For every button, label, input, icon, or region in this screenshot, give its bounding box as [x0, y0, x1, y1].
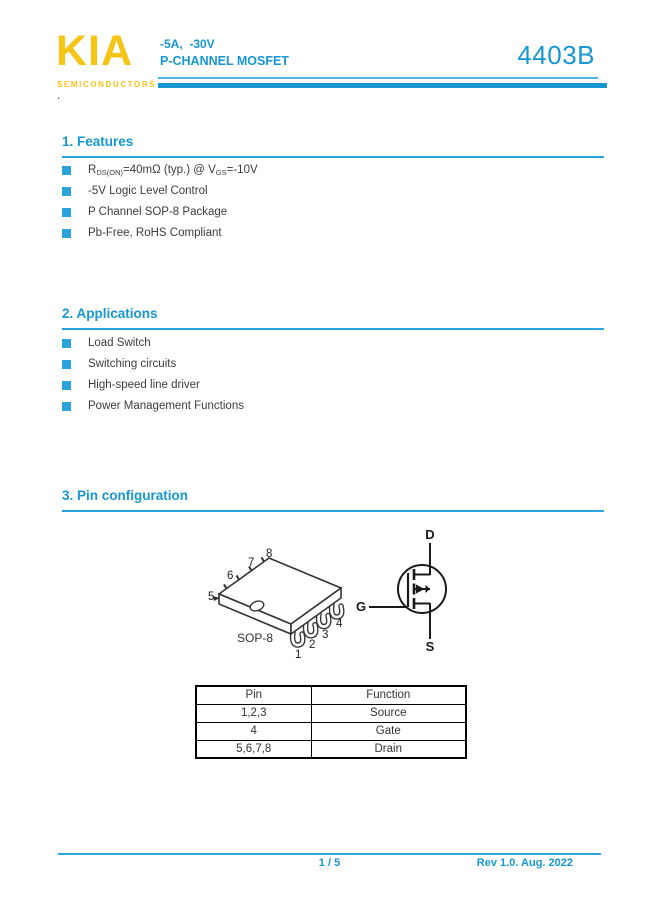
- pin-column-header: Pin: [196, 686, 311, 704]
- pin-number-8: 8: [266, 548, 273, 560]
- feature-text: P Channel SOP-8 Package: [88, 206, 228, 218]
- applications-heading: 2. Applications: [62, 306, 158, 321]
- features-rule: [62, 156, 604, 158]
- application-item: [62, 336, 602, 357]
- pin-cell: 1,2,3: [196, 704, 311, 722]
- table-row: [196, 740, 466, 758]
- device-description: [160, 37, 289, 70]
- footer-rule: [58, 853, 601, 855]
- source-label: S: [425, 639, 435, 654]
- header-rule-thick: [158, 83, 607, 88]
- revision-label: Rev 1.0. Aug. 2022: [476, 857, 573, 869]
- table-row: [196, 722, 466, 740]
- pin-number-3: 3: [322, 629, 329, 641]
- function-column-header: Function: [311, 686, 466, 704]
- feature-text: Pb-Free, RoHS Compliant: [88, 227, 222, 239]
- function-cell: Gate: [311, 722, 466, 740]
- feature-rdson-text: $R_{DS(ON)}=40m\Omega$ (typ.) @ $V_{GS}=-10V$: [88, 164, 258, 177]
- package-body: [219, 558, 341, 634]
- gate-label: G: [355, 599, 367, 614]
- application-item: [62, 378, 602, 399]
- header-rule-thin: [158, 77, 598, 79]
- pin-function-table: [195, 685, 467, 759]
- feature-text: -5V Logic Level Control: [88, 185, 208, 197]
- pin-cell: 5,6,7,8: [196, 740, 311, 758]
- feature-item: [62, 163, 602, 184]
- feature-item: [62, 205, 602, 226]
- applications-list: [62, 336, 602, 420]
- pin-number-1: 1: [295, 649, 302, 660]
- feature-item: [62, 226, 602, 247]
- part-number: 4403B: [517, 40, 595, 70]
- mosfet-symbol: [355, 527, 465, 655]
- function-cell: Source: [311, 704, 466, 722]
- bullet-square-icon: [62, 166, 71, 175]
- features-list: [62, 163, 602, 247]
- bullet-square-icon: [62, 208, 71, 217]
- body-diode-mark-icon: [426, 585, 431, 593]
- device-ratings: -5A, -30V: [160, 37, 215, 51]
- bullet-square-icon: [62, 339, 71, 348]
- body-arrow-icon: [416, 585, 425, 594]
- pin-cell: 4: [196, 722, 311, 740]
- pin-number-4: 4: [336, 618, 343, 630]
- application-item: [62, 357, 602, 378]
- features-heading: 1. Features: [62, 134, 134, 149]
- table-header-row: [196, 686, 466, 704]
- page-number: 1 / 5: [318, 857, 341, 869]
- pin-number-6: 6: [227, 570, 234, 582]
- stray-dot: .: [57, 88, 61, 102]
- brand-logo: KIA: [56, 27, 134, 75]
- pin-config-heading: 3. Pin configuration: [62, 488, 189, 503]
- pin-number-5: 5: [208, 591, 215, 603]
- pin-number-2: 2: [309, 639, 316, 651]
- pin-number-7: 7: [248, 557, 255, 569]
- application-item: [62, 399, 602, 420]
- bullet-square-icon: [62, 360, 71, 369]
- bullet-square-icon: [62, 229, 71, 238]
- device-type: P-CHANNEL MOSFET: [160, 54, 289, 68]
- brand-logo-subtext: SEMICONDUCTORS: [57, 80, 157, 89]
- bullet-square-icon: [62, 187, 71, 196]
- application-text: Switching circuits: [88, 358, 177, 370]
- package-name-label: SOP-8: [236, 631, 273, 645]
- feature-item: [62, 184, 602, 205]
- application-text: High-speed line driver: [88, 379, 200, 391]
- table-row: [196, 704, 466, 722]
- applications-rule: [62, 328, 604, 330]
- bullet-square-icon: [62, 402, 71, 411]
- function-cell: Drain: [311, 740, 466, 758]
- drain-label: D: [425, 527, 435, 542]
- application-text: Power Management Functions: [88, 400, 244, 412]
- bullet-square-icon: [62, 381, 71, 390]
- application-text: Load Switch: [88, 337, 151, 349]
- pin-config-rule: [62, 510, 604, 512]
